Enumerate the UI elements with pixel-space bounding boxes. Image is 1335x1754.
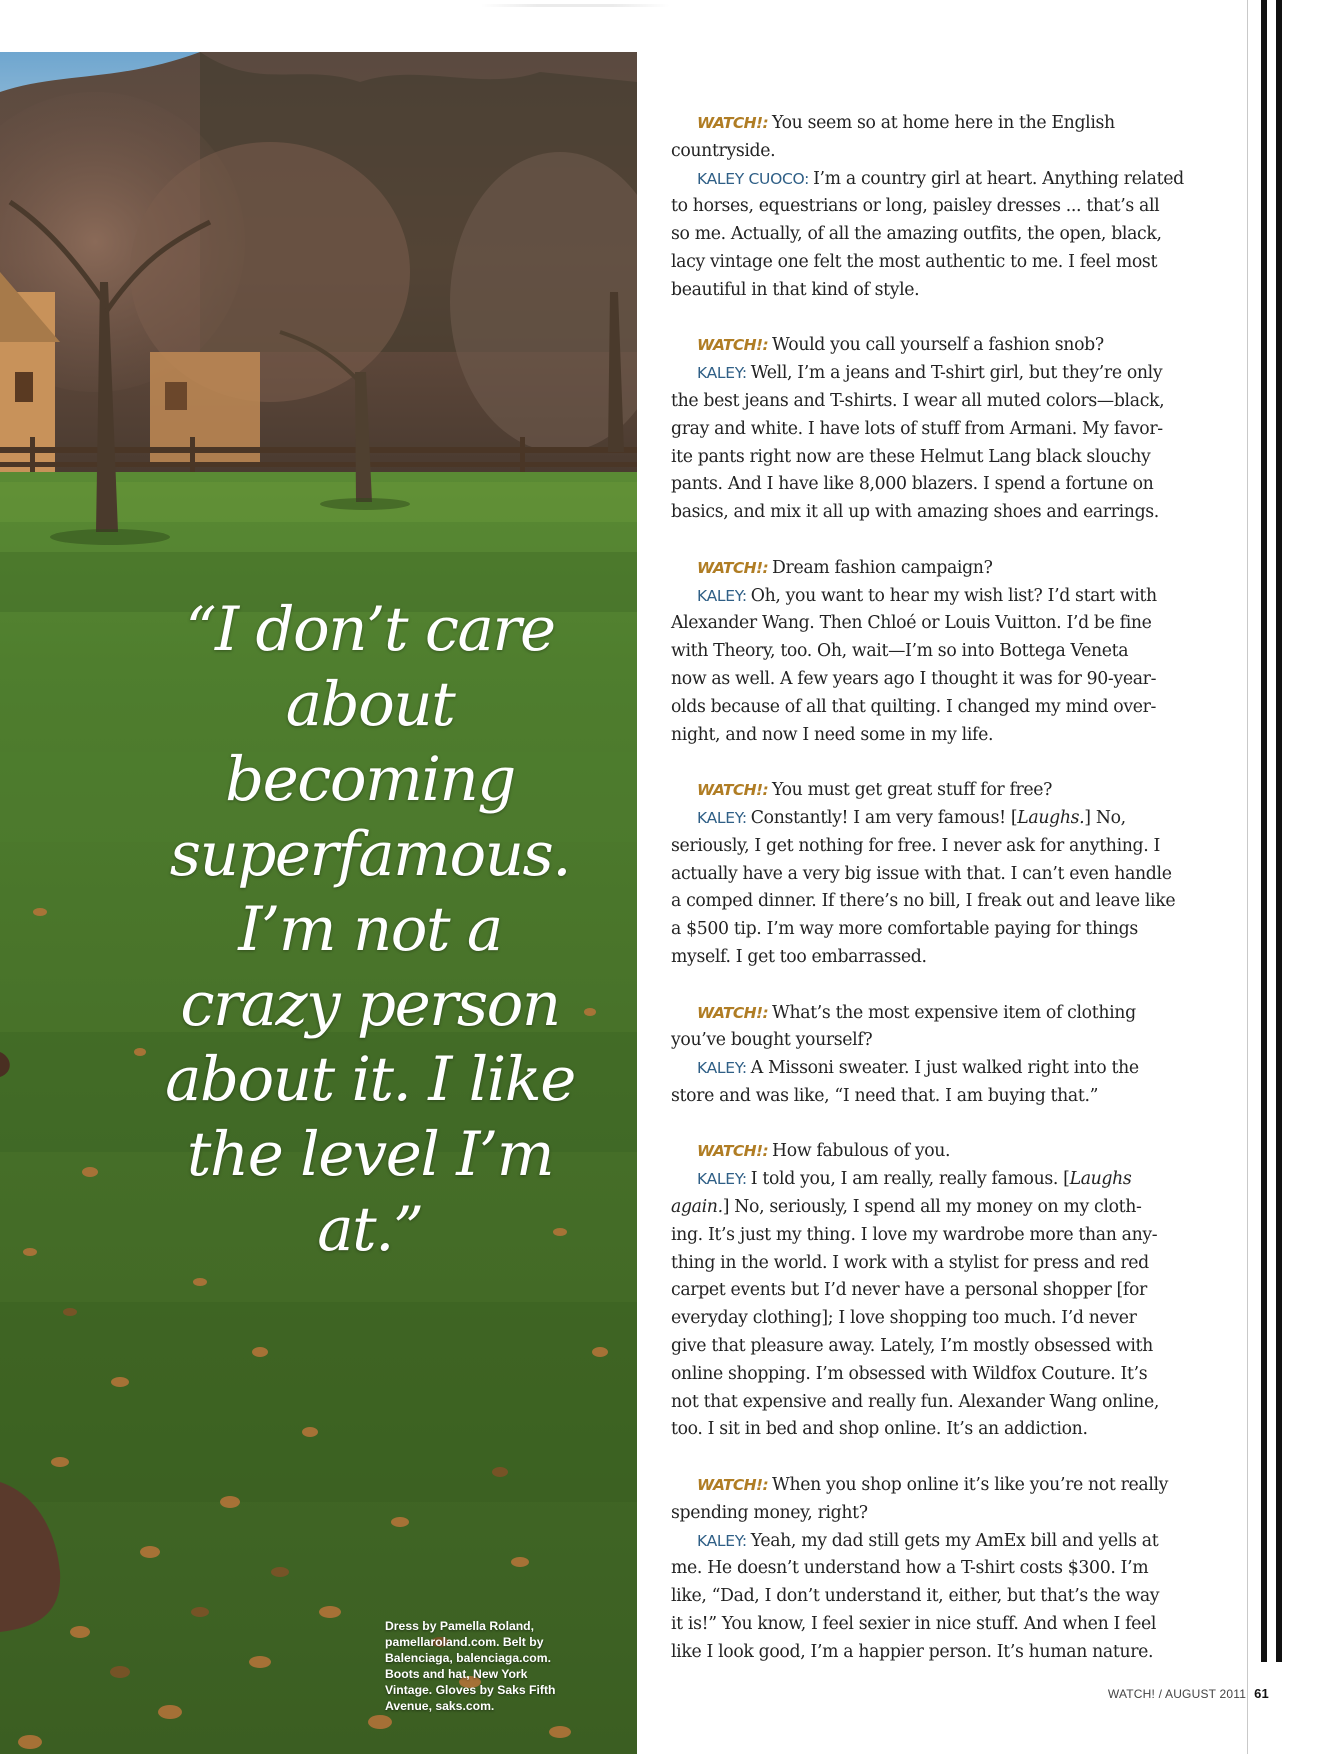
article-text: olds because of all that quilting. I changed my mind over- xyxy=(671,696,1157,717)
interview-article xyxy=(671,110,1193,1694)
article-line xyxy=(671,277,1193,305)
article-line xyxy=(671,1333,1193,1361)
article-text: ing. It’s just my thing. I love my wardrobe more than any- xyxy=(671,1224,1158,1245)
qa-block xyxy=(671,332,1193,527)
interviewer-label: WATCH!: xyxy=(697,1003,769,1022)
article-line xyxy=(671,833,1193,861)
article-text: it is!” You know, I feel sexier in nice stuff. And when I feel xyxy=(671,1614,1157,1635)
article-line xyxy=(671,1639,1193,1667)
qa-block xyxy=(671,555,1193,750)
photo-credits: Dress by Pamella Roland, pamellaroland.com. Belt by Balenciaga, balenciaga.com. Boots and hat, New York Vintage. Gloves by Saks Fifth Avenue, saks.com. xyxy=(385,1619,556,1713)
article-line xyxy=(671,1611,1193,1639)
publication-issue: WATCH! / AUGUST 2011 xyxy=(1107,1687,1247,1701)
decorative-rule-right xyxy=(1276,0,1282,1662)
speaker-label: KALEY: xyxy=(697,586,747,605)
article-text: online shopping. I’m obsessed with Wildfox Couture. It’s xyxy=(671,1363,1148,1384)
speaker-label: KALEY: xyxy=(697,808,747,827)
article-line xyxy=(671,1166,1193,1194)
article-text: basics, and mix it all up with amazing shoes and earrings. xyxy=(671,502,1159,523)
speaker-label: KALEY: xyxy=(697,1170,747,1189)
article-line xyxy=(671,1055,1193,1083)
article-text: ite pants right now are these Helmut Lang black slouchy xyxy=(671,446,1151,467)
article-text: you’ve bought yourself? xyxy=(671,1030,873,1051)
article-text: now as well. A few years ago I thought it was for 90-year- xyxy=(671,668,1157,689)
article-line xyxy=(671,1361,1193,1389)
article-text: myself. I get too embarrassed. xyxy=(671,946,927,967)
qa-block xyxy=(671,110,1193,305)
interviewer-label: WATCH!: xyxy=(697,558,769,577)
article-text: with Theory, too. Oh, wait—I’m so into Bottega Veneta xyxy=(671,641,1129,662)
article-text: the best jeans and T-shirts. I wear all muted colors—black, xyxy=(671,390,1165,411)
article-line xyxy=(671,499,1193,527)
article-line xyxy=(671,1250,1193,1278)
article-text: thing in the world. I work with a stylist for press and red xyxy=(671,1252,1149,1273)
interviewer-label: WATCH!: xyxy=(697,114,769,132)
scan-artifact xyxy=(480,4,670,7)
stage-direction: again. xyxy=(671,1197,723,1218)
article-text: like I look good, I’m a happier person. It’s human nature. xyxy=(671,1641,1154,1662)
article-line xyxy=(671,777,1193,805)
article-line xyxy=(671,416,1193,444)
article-text: not that expensive and really fun. Alexander Wang online, xyxy=(671,1391,1159,1412)
interviewer-label: WATCH!: xyxy=(697,1476,769,1495)
article-text: Yeah, my dad still gets my AmEx bill and yells at xyxy=(750,1530,1159,1551)
article-text: everyday clothing]; I love shopping too much. I’d never xyxy=(671,1308,1137,1329)
article-text: When you shop online it’s like you’re not really xyxy=(772,1475,1169,1496)
article-line xyxy=(671,638,1193,666)
pull-quote: “I don’t care about becoming superfamous. I’m not a crazy person about it. I like the level I’m at.” xyxy=(165,594,575,1265)
qa-block xyxy=(671,777,1193,972)
article-line xyxy=(671,360,1193,388)
article-text: ] No, xyxy=(1084,807,1126,828)
article-line xyxy=(671,1389,1193,1417)
article-text: countryside. xyxy=(671,140,776,161)
article-line xyxy=(671,555,1193,583)
article-line xyxy=(671,583,1193,611)
article-text: A Missoni sweater. I just walked right into the xyxy=(750,1058,1139,1079)
article-text: so me. Actually, of all the amazing outfits, the open, black, xyxy=(671,224,1162,245)
article-line xyxy=(671,944,1193,972)
article-line xyxy=(671,666,1193,694)
stage-direction: Laughs. xyxy=(1017,807,1085,828)
article-text: Alexander Wang. Then Chloé or Louis Vuitton. I’d be fine xyxy=(671,613,1152,634)
article-line xyxy=(671,221,1193,249)
article-text: me. He doesn’t understand how a T-shirt costs $300. I’m xyxy=(671,1558,1149,1579)
article-line xyxy=(671,1277,1193,1305)
article-text: night, and now I need some in my life. xyxy=(671,724,994,745)
article-line xyxy=(671,722,1193,750)
article-line xyxy=(671,388,1193,416)
article-line xyxy=(671,861,1193,889)
stage-direction: Laughs xyxy=(1069,1169,1132,1190)
article-line xyxy=(671,471,1193,499)
article-line xyxy=(671,888,1193,916)
article-line xyxy=(671,1472,1193,1500)
article-text: Would you call yourself a fashion snob? xyxy=(772,335,1104,356)
interviewer-label: WATCH!: xyxy=(697,781,769,800)
article-line xyxy=(671,1528,1193,1556)
article-text: How fabulous of you. xyxy=(772,1141,951,1162)
article-line xyxy=(671,1000,1193,1028)
page-footer xyxy=(1108,1686,1269,1701)
qa-block xyxy=(671,1138,1193,1444)
article-text: Dream fashion campaign? xyxy=(772,557,993,578)
article-line xyxy=(671,1555,1193,1583)
article-text: give that pleasure away. Lately, I’m mostly obsessed with xyxy=(671,1336,1153,1357)
article-line xyxy=(671,249,1193,277)
article-line xyxy=(671,193,1193,221)
article-line xyxy=(671,1194,1193,1222)
article-text: What’s the most expensive item of clothing xyxy=(772,1002,1136,1023)
article-line xyxy=(671,1305,1193,1333)
article-text: carpet events but I’d never have a personal shopper [for xyxy=(671,1280,1147,1301)
article-line xyxy=(671,332,1193,360)
article-text: pants. And I have like 8,000 blazers. I spend a fortune on xyxy=(671,474,1154,495)
article-line xyxy=(671,1500,1193,1528)
decorative-rule-left xyxy=(1261,0,1267,1662)
article-text: You must get great stuff for free? xyxy=(772,780,1053,801)
article-line xyxy=(671,1027,1193,1055)
article-text: Oh, you want to hear my wish list? I’d start with xyxy=(750,585,1157,606)
article-text: to horses, equestrians or long, paisley dresses ... that’s all xyxy=(671,196,1160,217)
interviewer-label: WATCH!: xyxy=(697,1142,769,1161)
article-line xyxy=(671,444,1193,472)
article-line xyxy=(671,1583,1193,1611)
article-text: Well, I’m a jeans and T-shirt girl, but they’re only xyxy=(750,363,1163,384)
article-text: Constantly! I am very famous! [ xyxy=(750,807,1018,828)
article-text: I’m a country girl at heart. Anything related xyxy=(813,168,1184,189)
article-text: store and was like, “I need that. I am buying that.” xyxy=(671,1085,1099,1106)
article-text: beautiful in that kind of style. xyxy=(671,279,920,300)
cover-photo xyxy=(0,52,637,1754)
page-number: 61 xyxy=(1254,1686,1269,1701)
article-line xyxy=(671,138,1193,166)
article-text: lacy vintage one felt the most authentic to me. I feel most xyxy=(671,251,1158,272)
article-text: seriously, I get nothing for free. I never ask for anything. I xyxy=(671,835,1160,856)
article-text: ] No, seriously, I spend all my money on my cloth- xyxy=(722,1197,1142,1218)
qa-block xyxy=(671,1472,1193,1667)
page-edge-line xyxy=(1247,0,1248,1754)
article-line xyxy=(671,1416,1193,1444)
article-line xyxy=(671,610,1193,638)
article-text: actually have a very big issue with that. I can’t even handle xyxy=(671,863,1172,884)
article-text: like, “Dad, I don’t understand it, either, but that’s the way xyxy=(671,1586,1160,1607)
speaker-label: KALEY: xyxy=(697,364,747,383)
article-text: I told you, I am really, really famous. [ xyxy=(750,1169,1070,1190)
article-line xyxy=(671,110,1193,138)
article-text: gray and white. I have lots of stuff from Armani. My favor- xyxy=(671,418,1163,439)
interviewer-label: WATCH!: xyxy=(697,336,769,355)
article-line xyxy=(671,916,1193,944)
article-text: spending money, right? xyxy=(671,1502,868,1523)
article-text: You seem so at home here in the English xyxy=(772,113,1115,133)
speaker-label: KALEY: xyxy=(697,1531,747,1550)
article-line xyxy=(671,1138,1193,1166)
article-line xyxy=(671,1222,1193,1250)
article-line xyxy=(671,805,1193,833)
qa-block xyxy=(671,1000,1193,1111)
article-text: too. I sit in bed and shop online. It’s an addiction. xyxy=(671,1419,1088,1440)
speaker-label: KALEY: xyxy=(697,1059,747,1078)
article-text: a $500 tip. I’m way more comfortable paying for things xyxy=(671,919,1138,940)
article-line xyxy=(671,1083,1193,1111)
article-text: a comped dinner. If there’s no bill, I freak out and leave like xyxy=(671,891,1176,912)
article-line xyxy=(671,166,1193,194)
speaker-label: KALEY CUOCO: xyxy=(697,169,810,188)
article-line xyxy=(671,694,1193,722)
